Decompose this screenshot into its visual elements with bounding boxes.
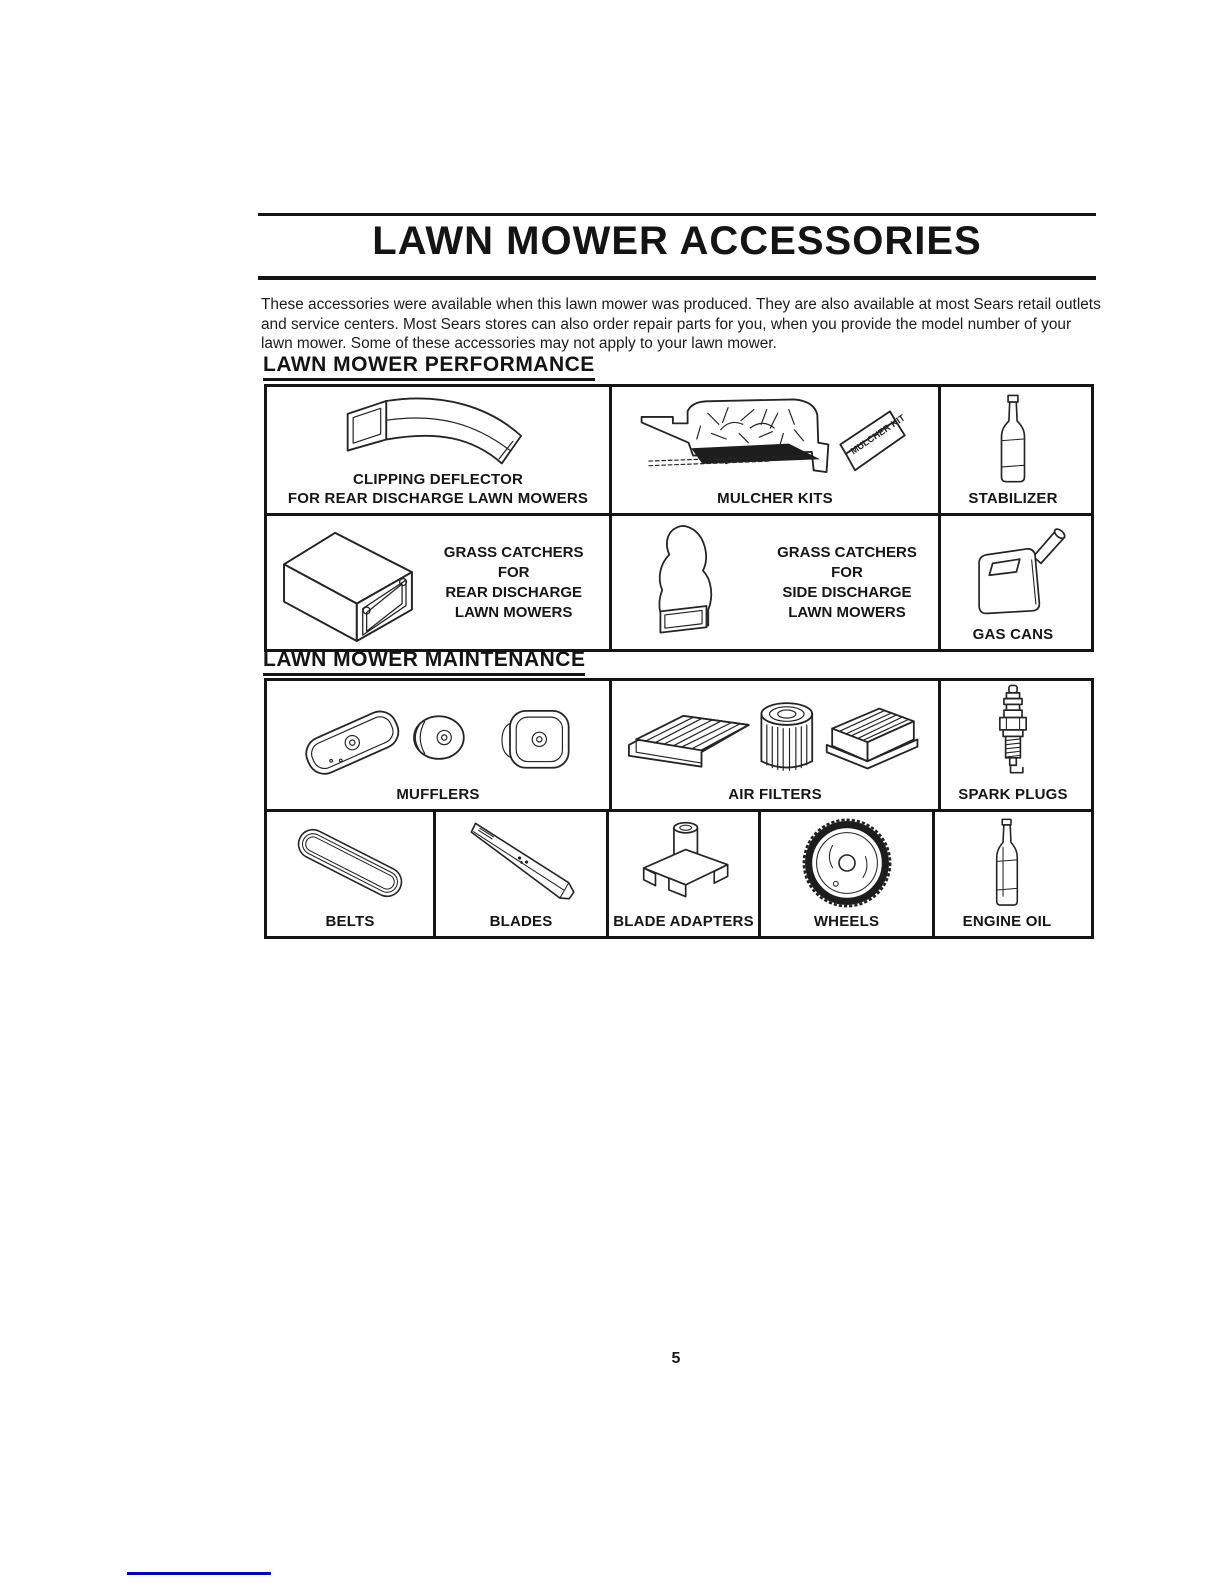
cell-label: BELTS bbox=[325, 913, 375, 931]
footer-link-line bbox=[127, 1572, 271, 1575]
cell-label-stack: GRASS CATCHERS FOR REAR DISCHARGE LAWN MOWERS bbox=[443, 543, 584, 622]
blade-icon bbox=[438, 815, 604, 911]
gas-can-icon bbox=[949, 521, 1077, 621]
cell-stabilizer bbox=[938, 387, 1085, 513]
section-heading-maintenance: LAWN MOWER MAINTENANCE bbox=[263, 648, 585, 676]
maintenance-row-2 bbox=[267, 809, 1091, 936]
cell-clipping-deflector bbox=[267, 387, 609, 513]
maintenance-row-1 bbox=[267, 681, 1091, 809]
performance-row-2 bbox=[267, 513, 1091, 649]
cell-label: SPARK PLUGS bbox=[958, 786, 1068, 804]
cell-gas-cans bbox=[938, 516, 1085, 649]
maintenance-table bbox=[264, 678, 1094, 939]
grass-catcher-rear-icon bbox=[271, 523, 421, 643]
cell-label: STABILIZER bbox=[968, 490, 1058, 508]
cell-label-stack: GRASS CATCHERS FOR SIDE DISCHARGE LAWN MOWERS bbox=[777, 543, 917, 622]
page-number: 5 bbox=[671, 1350, 681, 1367]
title-rule-top bbox=[258, 213, 1096, 216]
mulcher-kit-icon bbox=[619, 393, 931, 485]
section-heading-performance: LAWN MOWER PERFORMANCE bbox=[263, 353, 595, 381]
cell-sublabel: FOR REAR DISCHARGE LAWN MOWERS bbox=[287, 490, 589, 508]
cell-label: CLIPPING DEFLECTOR bbox=[353, 470, 523, 488]
grass-catcher-side-icon bbox=[633, 521, 741, 645]
cell-label: BLADE ADAPTERS bbox=[613, 913, 754, 931]
blade-adapter-icon bbox=[616, 816, 752, 910]
cell-grass-catchers-rear bbox=[267, 516, 609, 649]
cell-label: MUFFLERS bbox=[396, 786, 480, 804]
mulcher-kit-box-text: MULCHER KIT bbox=[848, 412, 907, 456]
performance-table bbox=[264, 384, 1094, 652]
belt-icon bbox=[271, 815, 429, 911]
performance-row-1 bbox=[267, 387, 1091, 513]
cell-label: AIR FILTERS bbox=[728, 786, 822, 804]
mufflers-icon bbox=[273, 686, 603, 782]
stabilizer-bottle-icon bbox=[987, 393, 1039, 485]
clipping-deflector-icon bbox=[321, 390, 556, 468]
cell-label: ENGINE OIL bbox=[962, 913, 1052, 931]
cell-spark-plugs bbox=[938, 681, 1085, 809]
engine-oil-bottle-icon bbox=[983, 817, 1031, 909]
wheel-icon bbox=[795, 815, 899, 911]
cell-label: BLADES bbox=[489, 913, 553, 931]
spark-plug-icon bbox=[985, 683, 1041, 785]
cell-belts bbox=[267, 812, 433, 936]
cell-mulcher-kits bbox=[609, 387, 938, 513]
cell-wheels bbox=[758, 812, 932, 936]
cell-label: GAS CANS bbox=[972, 626, 1054, 644]
title-rule-bottom bbox=[258, 276, 1096, 280]
cell-blade-adapters bbox=[606, 812, 758, 936]
cell-grass-catchers-side bbox=[609, 516, 938, 649]
cell-mufflers bbox=[267, 681, 609, 809]
air-filters-icon bbox=[616, 685, 934, 783]
cell-air-filters bbox=[609, 681, 938, 809]
cell-engine-oil bbox=[932, 812, 1079, 936]
cell-label: MULCHER KITS bbox=[717, 490, 833, 508]
cell-label: WHEELS bbox=[813, 913, 880, 931]
cell-blades bbox=[433, 812, 606, 936]
intro-paragraph: These accessories were available when this lawn mower was produced. They are also available at most Sears retail outlets and service centers. Most Sears stores can also order repair parts for you, when you provide the model number of your lawn mower. Some of these accessories may not apply to your lawn mower. bbox=[261, 296, 1101, 353]
page-title: LAWN MOWER ACCESSORIES bbox=[372, 219, 982, 263]
